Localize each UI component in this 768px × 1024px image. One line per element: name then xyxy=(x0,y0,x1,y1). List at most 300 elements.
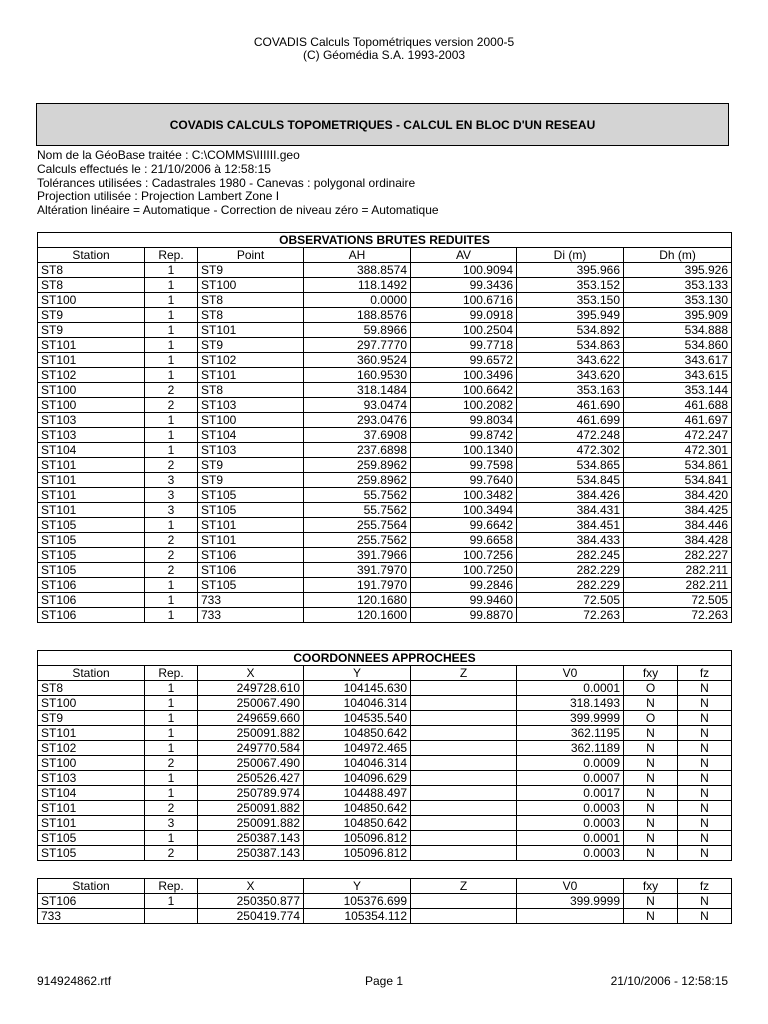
table-cell xyxy=(411,681,517,696)
table-cell: 100.3496 xyxy=(411,368,517,383)
table-cell: 1 xyxy=(145,323,198,338)
table-cell xyxy=(145,909,198,924)
table-cell: 293.0476 xyxy=(304,413,411,428)
table-cell: 99.3436 xyxy=(411,278,517,293)
table-cell: 250419.774 xyxy=(198,909,304,924)
table-cell: 37.6908 xyxy=(304,428,411,443)
table-cell: 249770.584 xyxy=(198,741,304,756)
table-cell: ST9 xyxy=(38,711,145,726)
table-cell: 99.2846 xyxy=(411,578,517,593)
table-cell: ST9 xyxy=(198,458,304,473)
table-row xyxy=(38,413,732,428)
meta-tolerances: Tolérances utilisées : Cadastrales 1980 - Canevas : polygonal ordinaire xyxy=(37,175,416,190)
table-cell: N xyxy=(624,816,678,831)
table-cell: 93.0474 xyxy=(304,398,411,413)
col-header: fz xyxy=(678,666,732,681)
footer-datetime: 21/10/2006 - 12:58:15 xyxy=(610,974,728,988)
table-cell: N xyxy=(624,756,678,771)
table-cell: ST105 xyxy=(198,578,304,593)
table-cell: 55.7562 xyxy=(304,488,411,503)
table-cell: 72.263 xyxy=(517,608,624,623)
table-cell: N xyxy=(678,741,732,756)
table-cell: ST100 xyxy=(38,293,145,308)
table-cell: ST101 xyxy=(198,518,304,533)
table-cell: 461.688 xyxy=(624,398,732,413)
table-cell: 259.8962 xyxy=(304,473,411,488)
table-cell: 343.617 xyxy=(624,353,732,368)
table-cell: ST100 xyxy=(38,696,145,711)
table-cell: 384.446 xyxy=(624,518,732,533)
table-cell: ST105 xyxy=(38,518,145,533)
table-cell: 104850.642 xyxy=(304,801,411,816)
table-cell: ST105 xyxy=(198,503,304,518)
table-row xyxy=(38,488,732,503)
table-cell: 105096.812 xyxy=(304,831,411,846)
table-cell: ST100 xyxy=(38,383,145,398)
table-cell: 353.150 xyxy=(517,293,624,308)
table-cell: 384.426 xyxy=(517,488,624,503)
table-cell: N xyxy=(678,771,732,786)
table-cell: 191.7970 xyxy=(304,578,411,593)
table-cell: ST9 xyxy=(198,338,304,353)
table-cell xyxy=(411,786,517,801)
table-cell: 1 xyxy=(145,726,198,741)
table-cell: O xyxy=(624,711,678,726)
table-row xyxy=(38,846,732,861)
table-cell: 99.8870 xyxy=(411,608,517,623)
table-cell: 160.9530 xyxy=(304,368,411,383)
table-cell xyxy=(411,696,517,711)
table-cell: 99.8034 xyxy=(411,413,517,428)
col-header: Z xyxy=(411,879,517,894)
table-cell: ST100 xyxy=(198,413,304,428)
table-cell: 282.245 xyxy=(517,548,624,563)
table-cell: 99.8742 xyxy=(411,428,517,443)
col-header: Point xyxy=(198,248,304,263)
table-cell: 0.0009 xyxy=(517,756,624,771)
table-cell: 100.3494 xyxy=(411,503,517,518)
table-cell: 1 xyxy=(145,786,198,801)
table-cell: 534.865 xyxy=(517,458,624,473)
table-cell: 1 xyxy=(145,443,198,458)
table-cell: 188.8576 xyxy=(304,308,411,323)
table-cell: ST103 xyxy=(198,443,304,458)
table-cell xyxy=(411,711,517,726)
table-cell: 1 xyxy=(145,608,198,623)
table-cell: 105376.699 xyxy=(304,894,411,909)
table-cell: 100.3482 xyxy=(411,488,517,503)
table-cell: 362.1195 xyxy=(517,726,624,741)
table-cell: 1 xyxy=(145,428,198,443)
table-cell: 534.860 xyxy=(624,338,732,353)
table-cell xyxy=(411,726,517,741)
table-cell: ST106 xyxy=(198,548,304,563)
table-cell: ST105 xyxy=(38,563,145,578)
table-cell: ST8 xyxy=(38,681,145,696)
table-cell: 99.6658 xyxy=(411,533,517,548)
table-cell: ST103 xyxy=(38,428,145,443)
meta-alteration: Altération linéaire = Automatique - Correction de niveau zéro = Automatique xyxy=(37,203,439,218)
table-cell: 388.8574 xyxy=(304,263,411,278)
table-cell: 282.229 xyxy=(517,563,624,578)
table-row xyxy=(38,323,732,338)
table-cell: N xyxy=(678,726,732,741)
table-cell: ST106 xyxy=(38,894,145,909)
table-row xyxy=(38,593,732,608)
table-cell: 100.7256 xyxy=(411,548,517,563)
table-cell: ST105 xyxy=(38,831,145,846)
col-header: Rep. xyxy=(145,666,198,681)
table-cell: 534.861 xyxy=(624,458,732,473)
table-cell: 104046.314 xyxy=(304,756,411,771)
table-cell xyxy=(411,909,517,924)
table-cell: 250091.882 xyxy=(198,816,304,831)
table-cell: 250526.427 xyxy=(198,771,304,786)
table-cell: 534.892 xyxy=(517,323,624,338)
report-title: COVADIS CALCULS TOPOMETRIQUES - CALCUL EN BLOC D'UN RESEAU xyxy=(36,103,729,146)
table-cell: 399.9999 xyxy=(517,894,624,909)
table-cell: 104850.642 xyxy=(304,726,411,741)
col-header: AH xyxy=(304,248,411,263)
table-cell: 100.1340 xyxy=(411,443,517,458)
table-cell: 318.1493 xyxy=(517,696,624,711)
coordinates-header-row xyxy=(38,666,732,681)
table-cell: 384.431 xyxy=(517,503,624,518)
table-cell: 249659.660 xyxy=(198,711,304,726)
table-cell xyxy=(411,741,517,756)
table-row xyxy=(38,473,732,488)
table-cell: 249728.610 xyxy=(198,681,304,696)
col-header: fxy xyxy=(624,666,678,681)
table-cell: ST105 xyxy=(38,533,145,548)
table-cell: 99.7718 xyxy=(411,338,517,353)
table-cell: 250387.143 xyxy=(198,831,304,846)
table-cell: 1 xyxy=(145,741,198,756)
table-row xyxy=(38,741,732,756)
table-cell: ST9 xyxy=(38,323,145,338)
col-header: fz xyxy=(678,879,732,894)
table-cell: ST101 xyxy=(38,338,145,353)
table-cell: 72.505 xyxy=(624,593,732,608)
table-cell: 100.7250 xyxy=(411,563,517,578)
table-cell: ST101 xyxy=(38,726,145,741)
meta-calc-date: Calculs effectués le : 21/10/2006 à 12:58:15 xyxy=(37,161,271,176)
table-cell: 472.301 xyxy=(624,443,732,458)
table-cell: 362.1189 xyxy=(517,741,624,756)
table-cell xyxy=(411,846,517,861)
coordinates2-header-row xyxy=(38,879,732,894)
table-cell: 99.7598 xyxy=(411,458,517,473)
table-cell: 1 xyxy=(145,368,198,383)
table-cell: 72.505 xyxy=(517,593,624,608)
table-cell: N xyxy=(624,894,678,909)
table-cell: 250091.882 xyxy=(198,801,304,816)
table-cell: N xyxy=(678,696,732,711)
table-row xyxy=(38,909,732,924)
table-cell: 1 xyxy=(145,681,198,696)
table-cell: 472.247 xyxy=(624,428,732,443)
table-cell: 250387.143 xyxy=(198,846,304,861)
table-cell: 0.0003 xyxy=(517,801,624,816)
col-header: Station xyxy=(38,879,145,894)
coordinates-table xyxy=(37,650,732,861)
table-cell: ST8 xyxy=(38,278,145,293)
table-cell: 1 xyxy=(145,696,198,711)
table-cell: 99.0918 xyxy=(411,308,517,323)
table-row xyxy=(38,608,732,623)
table-cell: 2 xyxy=(145,533,198,548)
table-cell: 384.428 xyxy=(624,533,732,548)
table-row xyxy=(38,518,732,533)
table-cell: 250350.877 xyxy=(198,894,304,909)
table-cell: 733 xyxy=(38,909,145,924)
table-row xyxy=(38,368,732,383)
table-cell: N xyxy=(624,909,678,924)
observations-table xyxy=(37,232,732,623)
table-cell: ST104 xyxy=(198,428,304,443)
table-cell: ST101 xyxy=(38,458,145,473)
table-cell: ST106 xyxy=(198,563,304,578)
report-metadata xyxy=(37,149,439,218)
table-cell: 100.2082 xyxy=(411,398,517,413)
table-cell: 733 xyxy=(198,608,304,623)
table-cell: 2 xyxy=(145,563,198,578)
table-cell: ST102 xyxy=(198,353,304,368)
table-cell: ST9 xyxy=(198,473,304,488)
table-row xyxy=(38,293,732,308)
footer-page-number: Page 1 xyxy=(364,974,404,988)
table-cell: ST105 xyxy=(38,846,145,861)
table-cell: 99.6642 xyxy=(411,518,517,533)
table-cell: 1 xyxy=(145,353,198,368)
table-cell: N xyxy=(624,846,678,861)
table-cell: 0.0003 xyxy=(517,816,624,831)
table-cell: 353.133 xyxy=(624,278,732,293)
table-cell: 1 xyxy=(145,293,198,308)
table-cell: 1 xyxy=(145,278,198,293)
table-cell: 395.909 xyxy=(624,308,732,323)
table-cell: 2 xyxy=(145,846,198,861)
table-cell: N xyxy=(678,909,732,924)
table-row xyxy=(38,771,732,786)
table-cell: N xyxy=(624,726,678,741)
table-cell: 353.163 xyxy=(517,383,624,398)
table-cell: ST102 xyxy=(38,741,145,756)
table-cell: 343.615 xyxy=(624,368,732,383)
table-cell: 2 xyxy=(145,458,198,473)
table-cell: 104096.629 xyxy=(304,771,411,786)
table-cell xyxy=(411,756,517,771)
table-cell: 461.699 xyxy=(517,413,624,428)
table-cell: N xyxy=(678,894,732,909)
table-cell: 3 xyxy=(145,473,198,488)
footer-filename: 914924862.rtf xyxy=(37,974,112,988)
table-cell: ST101 xyxy=(38,353,145,368)
table-cell: 353.130 xyxy=(624,293,732,308)
table-cell: 259.8962 xyxy=(304,458,411,473)
table-cell: 1 xyxy=(145,338,198,353)
table-cell: 1 xyxy=(145,263,198,278)
table-cell: ST8 xyxy=(38,263,145,278)
col-header: Dh (m) xyxy=(624,248,732,263)
meta-geobase: Nom de la GéoBase traitée : C:\COMMS\IIIIII.geo xyxy=(37,148,300,162)
table-cell: 99.7640 xyxy=(411,473,517,488)
table-cell: 360.9524 xyxy=(304,353,411,368)
table-cell: 104850.642 xyxy=(304,816,411,831)
table-row xyxy=(38,458,732,473)
col-header: AV xyxy=(411,248,517,263)
table-row xyxy=(38,428,732,443)
table-cell: 733 xyxy=(198,593,304,608)
table-row xyxy=(38,338,732,353)
table-cell: ST101 xyxy=(198,533,304,548)
table-row xyxy=(38,563,732,578)
table-cell: 255.7564 xyxy=(304,518,411,533)
table-row xyxy=(38,443,732,458)
table-cell: 237.6898 xyxy=(304,443,411,458)
table-cell: 1 xyxy=(145,771,198,786)
table-cell: ST100 xyxy=(38,756,145,771)
table-cell xyxy=(411,801,517,816)
table-cell: 384.433 xyxy=(517,533,624,548)
col-header: V0 xyxy=(517,666,624,681)
table-cell: 250067.490 xyxy=(198,696,304,711)
table-cell: N xyxy=(624,786,678,801)
table-cell: 353.144 xyxy=(624,383,732,398)
table-cell: 1 xyxy=(145,894,198,909)
table-cell xyxy=(517,909,624,924)
table-row xyxy=(38,816,732,831)
table-cell: O xyxy=(624,681,678,696)
table-row xyxy=(38,548,732,563)
table-cell: ST102 xyxy=(38,368,145,383)
table-cell: 99.9460 xyxy=(411,593,517,608)
col-header: V0 xyxy=(517,879,624,894)
table-cell: N xyxy=(624,801,678,816)
table-cell: 2 xyxy=(145,801,198,816)
table-cell: 100.9094 xyxy=(411,263,517,278)
table-cell: 1 xyxy=(145,711,198,726)
table-cell: 472.248 xyxy=(517,428,624,443)
table-row xyxy=(38,831,732,846)
table-cell: 2 xyxy=(145,756,198,771)
table-cell: 104046.314 xyxy=(304,696,411,711)
table-cell: 1 xyxy=(145,518,198,533)
observations-header-row xyxy=(38,248,732,263)
table-cell: N xyxy=(678,846,732,861)
table-cell: N xyxy=(678,786,732,801)
table-cell: N xyxy=(678,681,732,696)
table-cell: 59.8966 xyxy=(304,323,411,338)
table-cell: ST100 xyxy=(198,278,304,293)
table-cell: 318.1484 xyxy=(304,383,411,398)
table-cell: N xyxy=(678,801,732,816)
table-cell: 297.7770 xyxy=(304,338,411,353)
meta-projection: Projection utilisée : Projection Lambert Zone I xyxy=(37,189,280,204)
table-row xyxy=(38,533,732,548)
table-cell: 105096.812 xyxy=(304,846,411,861)
table-cell: ST9 xyxy=(38,308,145,323)
table-cell: 2 xyxy=(145,398,198,413)
table-cell: 282.211 xyxy=(624,578,732,593)
table-cell: ST104 xyxy=(38,443,145,458)
table-cell: 2 xyxy=(145,383,198,398)
table-cell: ST103 xyxy=(38,771,145,786)
table-cell: 100.2504 xyxy=(411,323,517,338)
table-cell: ST105 xyxy=(198,488,304,503)
table-cell: 534.845 xyxy=(517,473,624,488)
table-cell: 0.0007 xyxy=(517,771,624,786)
table-cell: 100.6642 xyxy=(411,383,517,398)
table-cell: N xyxy=(624,771,678,786)
table-cell xyxy=(411,831,517,846)
table-cell: 55.7562 xyxy=(304,503,411,518)
table-cell: 72.263 xyxy=(624,608,732,623)
table-row xyxy=(38,578,732,593)
observations-caption: OBSERVATIONS BRUTES REDUITES xyxy=(38,233,732,248)
table-cell: 461.690 xyxy=(517,398,624,413)
table-cell: 3 xyxy=(145,816,198,831)
table-cell: 282.229 xyxy=(517,578,624,593)
table-row xyxy=(38,894,732,909)
app-header-line1: COVADIS Calculs Topométriques version 2000-5 xyxy=(253,35,515,49)
table-cell: 391.7970 xyxy=(304,563,411,578)
table-cell: ST106 xyxy=(38,608,145,623)
table-row xyxy=(38,726,732,741)
table-row xyxy=(38,353,732,368)
table-row xyxy=(38,711,732,726)
table-cell: 0.0000 xyxy=(304,293,411,308)
table-cell xyxy=(411,816,517,831)
table-cell: ST105 xyxy=(38,548,145,563)
table-cell: ST103 xyxy=(198,398,304,413)
app-header-line2: (C) Géomédia S.A. 1993-2003 xyxy=(302,48,466,62)
table-cell: N xyxy=(624,696,678,711)
col-header: Y xyxy=(304,879,411,894)
table-cell: 353.152 xyxy=(517,278,624,293)
table-row xyxy=(38,756,732,771)
col-header: fxy xyxy=(624,879,678,894)
table-cell: ST101 xyxy=(38,816,145,831)
table-cell: ST100 xyxy=(38,398,145,413)
table-cell: N xyxy=(624,831,678,846)
table-cell: 104535.540 xyxy=(304,711,411,726)
table-cell: 118.1492 xyxy=(304,278,411,293)
table-cell: ST8 xyxy=(198,383,304,398)
table-cell: 1 xyxy=(145,593,198,608)
table-cell: ST101 xyxy=(198,323,304,338)
table-cell: 1 xyxy=(145,831,198,846)
table-cell: 104488.497 xyxy=(304,786,411,801)
table-cell: 104972.465 xyxy=(304,741,411,756)
table-cell: 534.888 xyxy=(624,323,732,338)
table-cell: 391.7966 xyxy=(304,548,411,563)
table-cell: N xyxy=(678,756,732,771)
table-cell: 282.227 xyxy=(624,548,732,563)
table-row xyxy=(38,308,732,323)
table-cell: ST101 xyxy=(38,503,145,518)
table-row xyxy=(38,278,732,293)
table-cell: 384.451 xyxy=(517,518,624,533)
table-cell xyxy=(411,894,517,909)
table-cell: 0.0001 xyxy=(517,831,624,846)
table-cell: ST101 xyxy=(38,473,145,488)
table-cell: 255.7562 xyxy=(304,533,411,548)
table-cell: 343.620 xyxy=(517,368,624,383)
table-cell xyxy=(411,771,517,786)
table-cell: 250789.974 xyxy=(198,786,304,801)
table-cell: 100.6716 xyxy=(411,293,517,308)
